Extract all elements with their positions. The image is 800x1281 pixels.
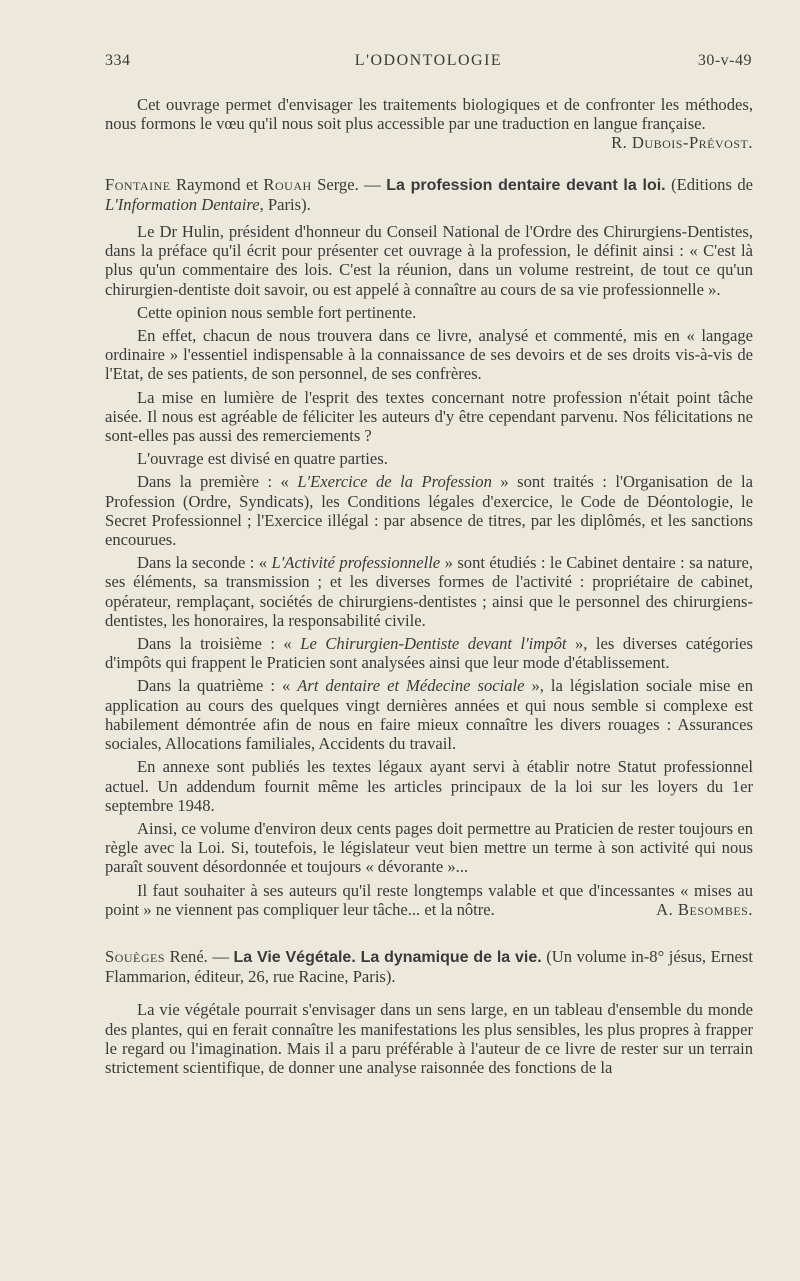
paragraph: Dans la quatrième : « Art dentaire et Médecine sociale », la législation sociale mise en application au cours des quelques vingt dernières années et qui nous semble si complexe est habilement démontrée afin de nous en faire mieux connaître les divers rouages : Assurances sociales, Allocations familiales, Accidents du travail. xyxy=(105,676,754,754)
author-name: Souèges xyxy=(105,946,166,966)
author-name: Rouah xyxy=(263,174,312,194)
book-title: La Vie Végétale. La dynamique de la vie. xyxy=(233,948,542,966)
paragraph: Il faut souhaiter à ses auteurs qu'il reste longtemps valable et que d'incessantes « mises au point » ne viennent pas compliquer leur tâche... et la nôtre. A. Besombes. xyxy=(105,880,753,919)
paragraph: En annexe sont publiés les textes légaux ayant servi à établir notre Statut professionnel actuel. Un addendum fournit même les articles principaux de la loi sur les loyers du 1er septembre 1948. xyxy=(105,757,753,815)
paragraph: Ainsi, ce volume d'environ deux cents pages doit permettre au Praticien de rester toujours en règle avec la Loi. Si, toutefois, le législateur veut bien mettre un terme à son activité qui nous paraît souvent désordonnée et toujours « dévorante »... xyxy=(105,818,753,877)
paragraph: La mise en lumière de l'esprit des textes concernant notre profession n'était point tâche aisée. Il nous est agréable de féliciter les auteurs d'y être cependant parvenu. Nos félicitations ne sont-elles pas aussi des remerciements ? xyxy=(105,387,753,446)
paragraph: Dans la première : « L'Exercice de la Profession » sont traités : l'Organisation de la Profession (Ordre, Syndicats), les Conditions légales d'exercice, le Code de Déontologie, le Secret Professionnel ; l'Exercice illégal : par absence de titres, par les diplômés, et les sanctions encourues. xyxy=(105,472,753,550)
paragraph: Dans la seconde : « L'Activité professionnelle » sont étudiés : le Cabinet dentaire : sa nature, ses éléments, sa transmission ; et les diverses formes de l'activité : propriétaire de cabinet, opérateur, remplaçant, sociétés de chirurgiens-dentistes ; ainsi que le personnel des chirurgiens-dentistes, les honoraires, la responsabilité civile. xyxy=(105,553,754,630)
review3-entry: Souèges René. — La Vie Végétale. La dynamique de la vie. (Un volume in-8° jésus, Ernest Flammarion, éditeur, 26, rue Racine, Paris). xyxy=(105,946,753,987)
paragraph: Cette opinion nous semble fort pertinente. xyxy=(137,302,417,322)
paragraph: En effet, chacun de nous trouvera dans ce livre, analysé et commenté, mis en « langage ordinaire » l'essentiel indispensable à la connaissance de ses devoirs et de ses droits vis-à-vis de l'Etat, de ses patients, de son personnel, de ses confrères. xyxy=(105,326,753,384)
author-name: Fontaine xyxy=(105,174,171,194)
review1-signature: R. Dubois-Prévost. xyxy=(611,133,753,153)
paragraph: Le Dr Hulin, président d'honneur du Conseil National de l'Ordre des Chirurgiens-Dentistes, dans la préface qu'il écrit pour présenter cet ouvrage à la profession, le définit ainsi : « C'est là plus qu'un commentaire des lois. C'est la réunion, dans un volume restreint, de tout ce qu'un chirurgien-dentiste doit savoir, ou est appelé à connaître au cours de sa vie professionnelle ». xyxy=(105,222,753,299)
issue-date: 30-v-49 xyxy=(697,52,752,69)
review1-paragraph: Cet ouvrage permet d'envisager les traitements biologiques et de confronter les méthodes, nous formons le vœu qu'il nous soit plus accessible par une traduction en langue française. R. Dubois-Prévost. xyxy=(105,95,753,153)
paragraph: L'ouvrage est divisé en quatre parties. xyxy=(137,449,388,469)
paragraph: La vie végétale pourrait s'envisager dans un sens large, en un tableau d'ensemble du monde des plantes, qui en ferait connaître les manifestations les plus sensibles, les plus propres à frapper le regard ou l'imagination. Mais il a paru préférable à l'auteur de ce livre de rester sur un terrain strictement scientifique, de donner une analyse raisonnée des fonctions de la xyxy=(105,1000,753,1077)
journal-title: L'ODONTOLOGIE xyxy=(354,52,503,69)
page-number: 334 xyxy=(105,52,131,69)
review2-signature: A. Besombes. xyxy=(656,899,753,919)
book-title: La profession dentaire devant la loi. xyxy=(386,176,666,194)
review2-entry: Fontaine Raymond et Rouah Serge. — La profession dentaire devant la loi. (Editions de L'Information Dentaire, Paris). xyxy=(105,174,754,214)
text-column xyxy=(105,95,753,1081)
paragraph: Dans la troisième : « Le Chirurgien-Dentiste devant l'impôt », les diverses catégories d'impôts qui frappent le Praticien sont analysées ainsi que leur mode d'établissement. xyxy=(105,634,753,673)
